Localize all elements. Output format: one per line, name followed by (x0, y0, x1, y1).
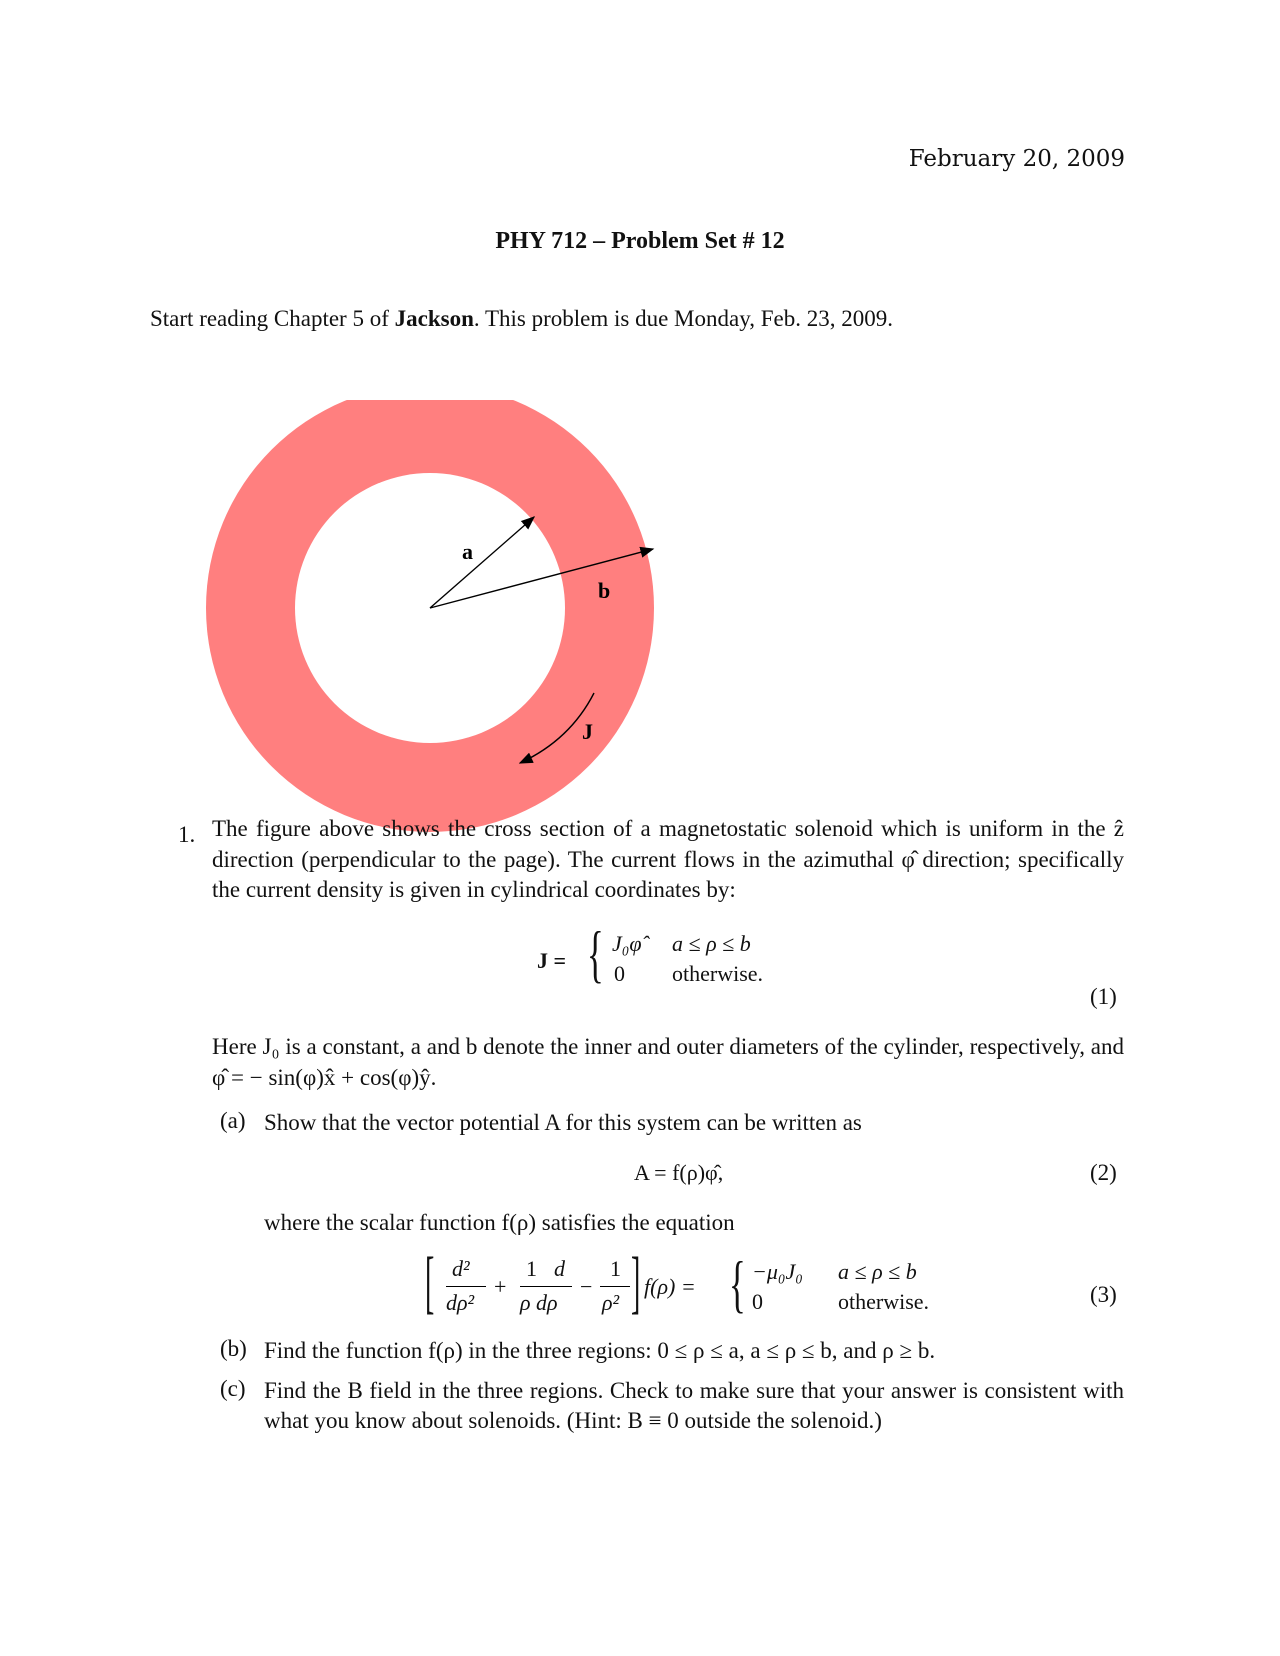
eq3-right-bracket: ] (630, 1244, 641, 1321)
eq1-lhs: J = (537, 948, 567, 973)
eq1-case2-cond: otherwise. (672, 961, 764, 986)
equation-3 (0, 1244, 1280, 1332)
eq3-frac-bar-1 (446, 1286, 486, 1287)
eq3-case2-cond: otherwise. (838, 1289, 930, 1314)
eq3-frac-bar-2 (520, 1286, 572, 1287)
eq1-case2-expr: 0 (614, 961, 625, 986)
eq3-d2-num: d² (452, 1256, 470, 1281)
eq3-left-bracket: [ (424, 1244, 435, 1321)
problem-intro-text: The figure above shows the cross section of a magnetostatic solenoid which is uniform in the ẑ direction (perpendicular to the page). The current flows in the azimuthal φ̂ direction; specifically the current density is given in cylindrical coordinates by: (212, 816, 1124, 902)
intro-text-pre: Start reading Chapter 5 of (150, 306, 395, 331)
equation-3-number: (3) (1090, 1282, 1117, 1307)
label-J: J (582, 719, 593, 744)
eq3-plus: + (494, 1274, 507, 1299)
part-c-text: Find the B field in the three regions. Check to make sure that your answer is consistent with what you know about solenoids. (Hint: B ≡ 0 outside the solenoid.) (264, 1378, 1124, 1433)
eq3-d: d (554, 1256, 565, 1281)
eq1-brace: { (586, 918, 604, 989)
eq3-f-eq: f(ρ) = (644, 1274, 696, 1299)
label-a: a (462, 539, 473, 564)
eq1-case1-cond: a ≤ ρ ≤ b (672, 931, 751, 956)
where-text: where the scalar function f(ρ) satisfies the equation (264, 1210, 735, 1235)
eq3-case2-expr: 0 (752, 1289, 763, 1314)
document-date: February 20, 2009 (908, 146, 1125, 172)
solenoid-cross-section-figure (200, 400, 680, 840)
eq3-rho2: ρ² (602, 1290, 620, 1315)
intro-paragraph (150, 306, 893, 332)
equation-1-number: (1) (1090, 984, 1117, 1009)
equation-2-number: (2) (1090, 1160, 1117, 1185)
eq3-minus: − (580, 1274, 593, 1299)
equation-1 (0, 918, 1280, 998)
problem-number: 1. (178, 822, 196, 847)
eq3-rho-drho: ρ dρ (520, 1290, 558, 1315)
equation-2: A = f(ρ)φ̂, (634, 1160, 724, 1185)
eq3-d2-den: dρ² (446, 1290, 475, 1315)
part-a-text: Show that the vector potential A for this system can be written as (264, 1110, 862, 1135)
part-a-label: (a) (220, 1108, 246, 1133)
label-b: b (598, 578, 611, 603)
eq3-case1-cond: a ≤ ρ ≤ b (838, 1259, 917, 1284)
eq3-one: 1 (526, 1256, 537, 1281)
intro-text-post: . This problem is due Monday, Feb. 23, 2009. (473, 306, 893, 331)
eq3-case1-expr: −μ₀J₀ (752, 1259, 803, 1284)
part-b-text: Find the function f(ρ) in the three regions: 0 ≤ ρ ≤ a, a ≤ ρ ≤ b, and ρ ≥ b. (264, 1338, 936, 1363)
eq3-brace: { (728, 1248, 746, 1319)
document-title: PHY 712 – Problem Set # 12 (495, 228, 785, 254)
eq3-frac-bar-3 (600, 1286, 630, 1287)
part-c-label: (c) (220, 1376, 246, 1401)
intro-book-name: Jackson (394, 306, 474, 331)
eq1-case1-expr: J₀φ̂ (612, 931, 642, 956)
part-b-label: (b) (220, 1336, 247, 1361)
here-paragraph: Here J₀ is a constant, a and b denote the inner and outer diameters of the cylinder, respectively, and φ̂ = − sin(φ)x̂ + cos(φ)ŷ. (212, 1034, 1124, 1090)
eq3-one2: 1 (610, 1256, 621, 1281)
